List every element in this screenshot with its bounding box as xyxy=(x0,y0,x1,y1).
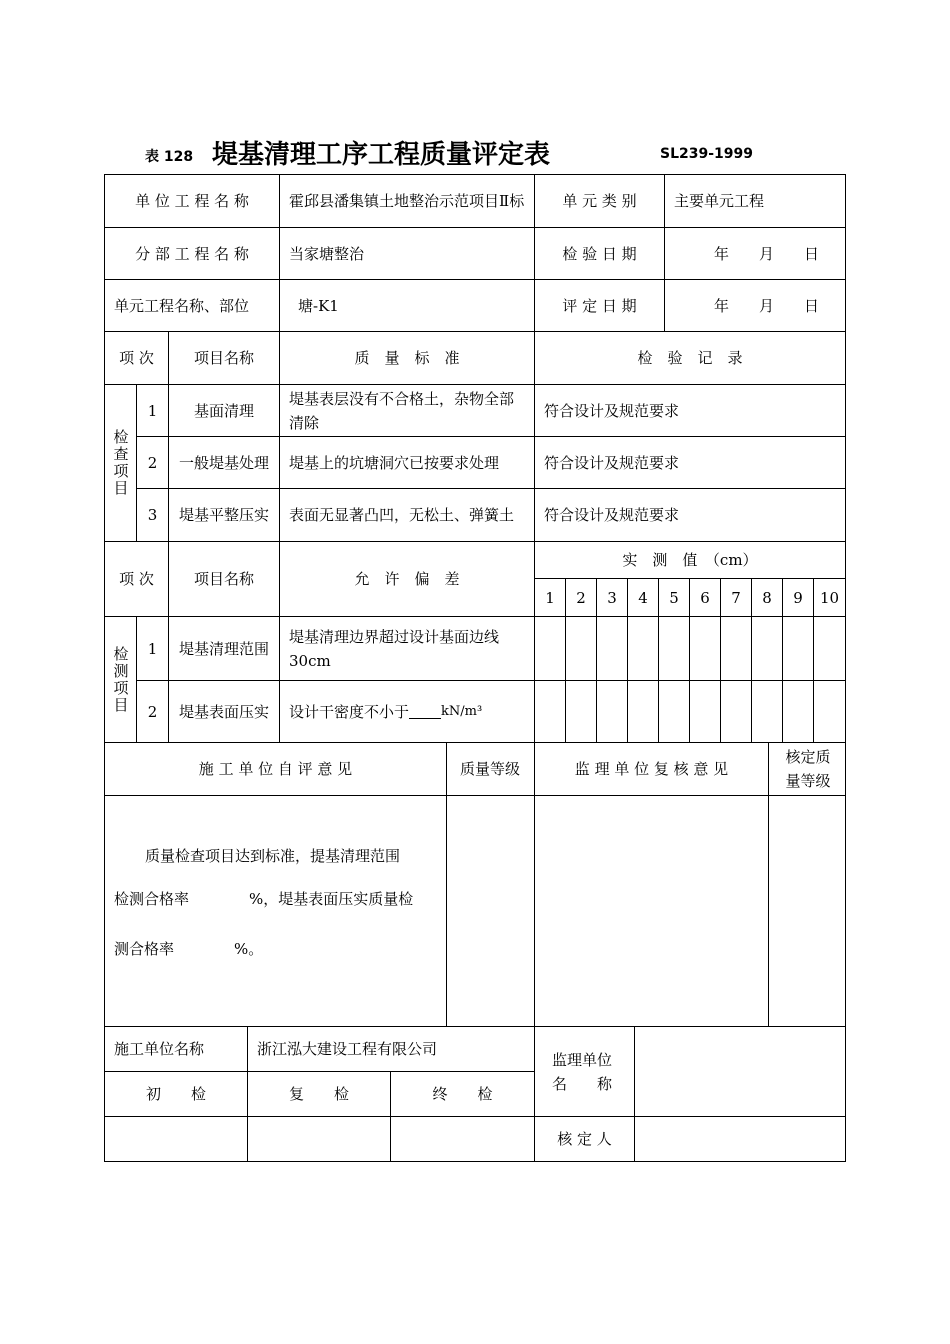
unit-type-label xyxy=(535,175,664,227)
check-row-no-text: 3 xyxy=(147,506,158,524)
division-label-text: 分 部 工 程 名 称 xyxy=(135,244,249,263)
unit-project-value xyxy=(280,175,534,227)
initial-check-text: 初 检 xyxy=(145,1085,206,1103)
approver-label xyxy=(535,1117,634,1161)
measure-row-no-text: 1 xyxy=(147,639,158,658)
measure-row-no xyxy=(137,617,168,680)
check-row-item-text: 一般堤基处理 xyxy=(178,453,269,472)
check-col-standard-text: 质 量 标 准 xyxy=(354,349,460,367)
supervisor-opinion-label-text: 监 理 单 位 复 核 意 见 xyxy=(574,760,729,778)
measure-row-tolerance xyxy=(280,681,534,742)
measure-index xyxy=(783,579,813,616)
measure-group-label-text: 检测项目 xyxy=(111,645,130,714)
measure-row-no-text: 2 xyxy=(147,702,158,721)
check-col-item xyxy=(169,332,279,384)
measure-index xyxy=(597,579,627,616)
standard-code: SL239-1999 xyxy=(660,146,754,162)
evaluation-date-label-text: 评 定 日 期 xyxy=(562,296,637,315)
measure-col-measured-text: 实 测 值 （cm） xyxy=(622,551,758,569)
inspection-date-label xyxy=(535,228,664,279)
check-col-item-text: 项目名称 xyxy=(193,349,254,367)
contractor-opinion-label-text: 施 工 单 位 自 评 意 见 xyxy=(198,760,353,778)
tolerance-unit-text: kN/m³ xyxy=(441,703,483,719)
measure-col-item xyxy=(169,542,279,616)
check-row-standard xyxy=(280,437,534,488)
check-row-no xyxy=(137,437,168,488)
initial-check-label xyxy=(105,1072,247,1116)
check-row-item xyxy=(169,489,279,541)
measure-index-text: 5 xyxy=(669,588,679,607)
measure-index-text: 8 xyxy=(762,588,772,607)
rule xyxy=(634,1026,635,1162)
measure-index xyxy=(628,579,658,616)
check-row-item xyxy=(169,437,279,488)
rule xyxy=(104,795,846,796)
supervisor-opinion-label xyxy=(535,743,768,795)
contractor-name-value-text: 浙江泓大建设工程有限公司 xyxy=(257,1040,438,1058)
evaluation-date-label xyxy=(535,280,664,331)
final-check-label xyxy=(391,1072,534,1116)
measure-index-text: 7 xyxy=(731,588,741,607)
rule xyxy=(104,1161,846,1162)
supervisor-unit-label xyxy=(535,1027,634,1116)
measure-index-text: 9 xyxy=(793,588,803,607)
measure-index xyxy=(566,579,596,616)
check-row-standard-text: 堤基上的坑塘洞穴已按要求处理 xyxy=(289,453,500,472)
division-label xyxy=(105,228,279,279)
page-title: 堤基清理工序工程质量评定表 xyxy=(212,140,551,170)
evaluation-date-value xyxy=(665,280,845,331)
opinion-line-2: 检测合格率 %，堤基表面压实质量检 xyxy=(114,890,414,908)
contractor-name-label xyxy=(105,1027,247,1071)
check-row-standard xyxy=(280,489,534,541)
unit-project-value-text: 霍邱县潘集镇土地整治示范项目Ⅱ标 xyxy=(289,192,525,210)
supervisor-unit-label-line2: 名 称 xyxy=(552,1074,613,1093)
contractor-opinion-label xyxy=(105,743,446,795)
check-row-no xyxy=(137,385,168,436)
measure-col-measured xyxy=(535,542,845,578)
final-check-text: 终 检 xyxy=(432,1085,493,1103)
check-row-record xyxy=(535,385,845,436)
measure-col-seq xyxy=(105,542,168,616)
rule xyxy=(104,1116,846,1117)
check-col-record xyxy=(535,332,845,384)
check-row-item-text: 堤基平整压实 xyxy=(178,506,269,524)
measure-col-seq-text: 项 次 xyxy=(119,570,154,588)
check-row-record-text: 符合设计及规范要求 xyxy=(544,453,680,472)
measure-row-item xyxy=(169,617,279,680)
inspection-date-value-text: 年 月 日 xyxy=(713,244,819,263)
supervisor-unit-label-line1: 监理单位 xyxy=(552,1050,613,1069)
re-check-label xyxy=(248,1072,390,1116)
measure-index xyxy=(721,579,751,616)
unit-type-value xyxy=(665,175,845,227)
verified-grade-label-text: 核定质量等级 xyxy=(785,748,831,790)
rule xyxy=(768,742,769,1027)
measure-index xyxy=(752,579,782,616)
title-bar xyxy=(0,134,950,174)
check-group-label-text: 检查项目 xyxy=(111,429,130,497)
fill-in-blank xyxy=(409,704,441,719)
check-row-record xyxy=(535,489,845,541)
opinion-line-1: 质量检查项目达到标准，提基清理范围 xyxy=(145,847,401,865)
check-row-no-text: 1 xyxy=(147,401,158,420)
rule xyxy=(446,742,447,1027)
approver-label-text: 核 定 人 xyxy=(557,1130,612,1148)
measure-row-item-text: 堤基表面压实 xyxy=(178,702,269,721)
measure-index xyxy=(814,579,845,616)
unit-type-value-text: 主要单元工程 xyxy=(674,192,765,210)
check-row-record-text: 符合设计及规范要求 xyxy=(544,506,680,524)
unit-project-label xyxy=(105,175,279,227)
measure-col-tolerance xyxy=(280,542,534,616)
rule xyxy=(845,174,846,1162)
measure-index-text: 1 xyxy=(545,588,555,607)
inspection-date-value xyxy=(665,228,845,279)
measure-col-item-text: 项目名称 xyxy=(193,570,254,588)
measure-row-no xyxy=(137,681,168,742)
check-col-seq xyxy=(105,332,168,384)
unit-project-label-text: 单 位 工 程 名 称 xyxy=(135,192,249,210)
measure-index-text: 10 xyxy=(819,588,840,607)
unit-type-label-text: 单 元 类 别 xyxy=(562,192,637,210)
re-check-text: 复 检 xyxy=(288,1085,349,1103)
verified-grade-label xyxy=(779,743,837,795)
measure-index xyxy=(690,579,720,616)
tolerance-prefix-text: 设计干密度不小于 xyxy=(289,702,410,721)
quality-grade-label-text: 质量等级 xyxy=(460,760,521,778)
check-row-record-text: 符合设计及规范要求 xyxy=(544,401,680,420)
measure-col-tolerance-text: 允 许 偏 差 xyxy=(354,570,460,588)
measure-row-tolerance xyxy=(280,617,534,680)
element-label xyxy=(105,280,279,331)
measure-index xyxy=(535,579,565,616)
quality-grade-label xyxy=(460,743,520,795)
check-row-standard-text: 表面无显著凸凹，无松土、弹簧土 xyxy=(289,506,515,524)
element-value xyxy=(280,280,534,331)
element-value-text: 塘-K1 xyxy=(298,296,339,315)
check-col-record-text: 检 验 记 录 xyxy=(637,349,743,367)
contractor-name-value xyxy=(248,1027,534,1071)
measure-group-label xyxy=(105,617,136,742)
measure-row-item-text: 堤基清理范围 xyxy=(178,639,269,658)
check-row-no xyxy=(137,489,168,541)
check-col-standard xyxy=(280,332,534,384)
table-number: 表 128 xyxy=(145,149,194,165)
contractor-name-label-text: 施工单位名称 xyxy=(114,1040,205,1058)
element-label-text: 单元工程名称、部位 xyxy=(114,296,250,315)
measure-index-text: 3 xyxy=(607,588,617,607)
check-row-standard xyxy=(280,385,534,436)
division-value xyxy=(280,228,534,279)
inspection-date-label-text: 检 验 日 期 xyxy=(562,244,637,263)
check-row-item-text: 基面清理 xyxy=(193,401,254,420)
check-col-seq-text: 项 次 xyxy=(119,349,154,367)
measure-row-tolerance-text: 堤基清理边界超过设计基面边线 30cm xyxy=(289,627,500,670)
measure-index-text: 6 xyxy=(700,588,710,607)
measure-index-text: 4 xyxy=(638,588,648,607)
division-value-text: 当家塘整治 xyxy=(289,244,365,263)
check-row-no-text: 2 xyxy=(147,453,158,472)
check-row-record xyxy=(535,437,845,488)
check-row-item xyxy=(169,385,279,436)
check-row-standard-text: 堤基表层没有不合格土，杂物全部清除 xyxy=(289,389,515,432)
measure-index xyxy=(659,579,689,616)
measure-index-text: 2 xyxy=(576,588,586,607)
measure-row-item xyxy=(169,681,279,742)
check-group-label xyxy=(105,385,136,541)
opinion-line-3: 测合格率 %。 xyxy=(114,940,264,958)
evaluation-date-value-text: 年 月 日 xyxy=(713,296,819,315)
